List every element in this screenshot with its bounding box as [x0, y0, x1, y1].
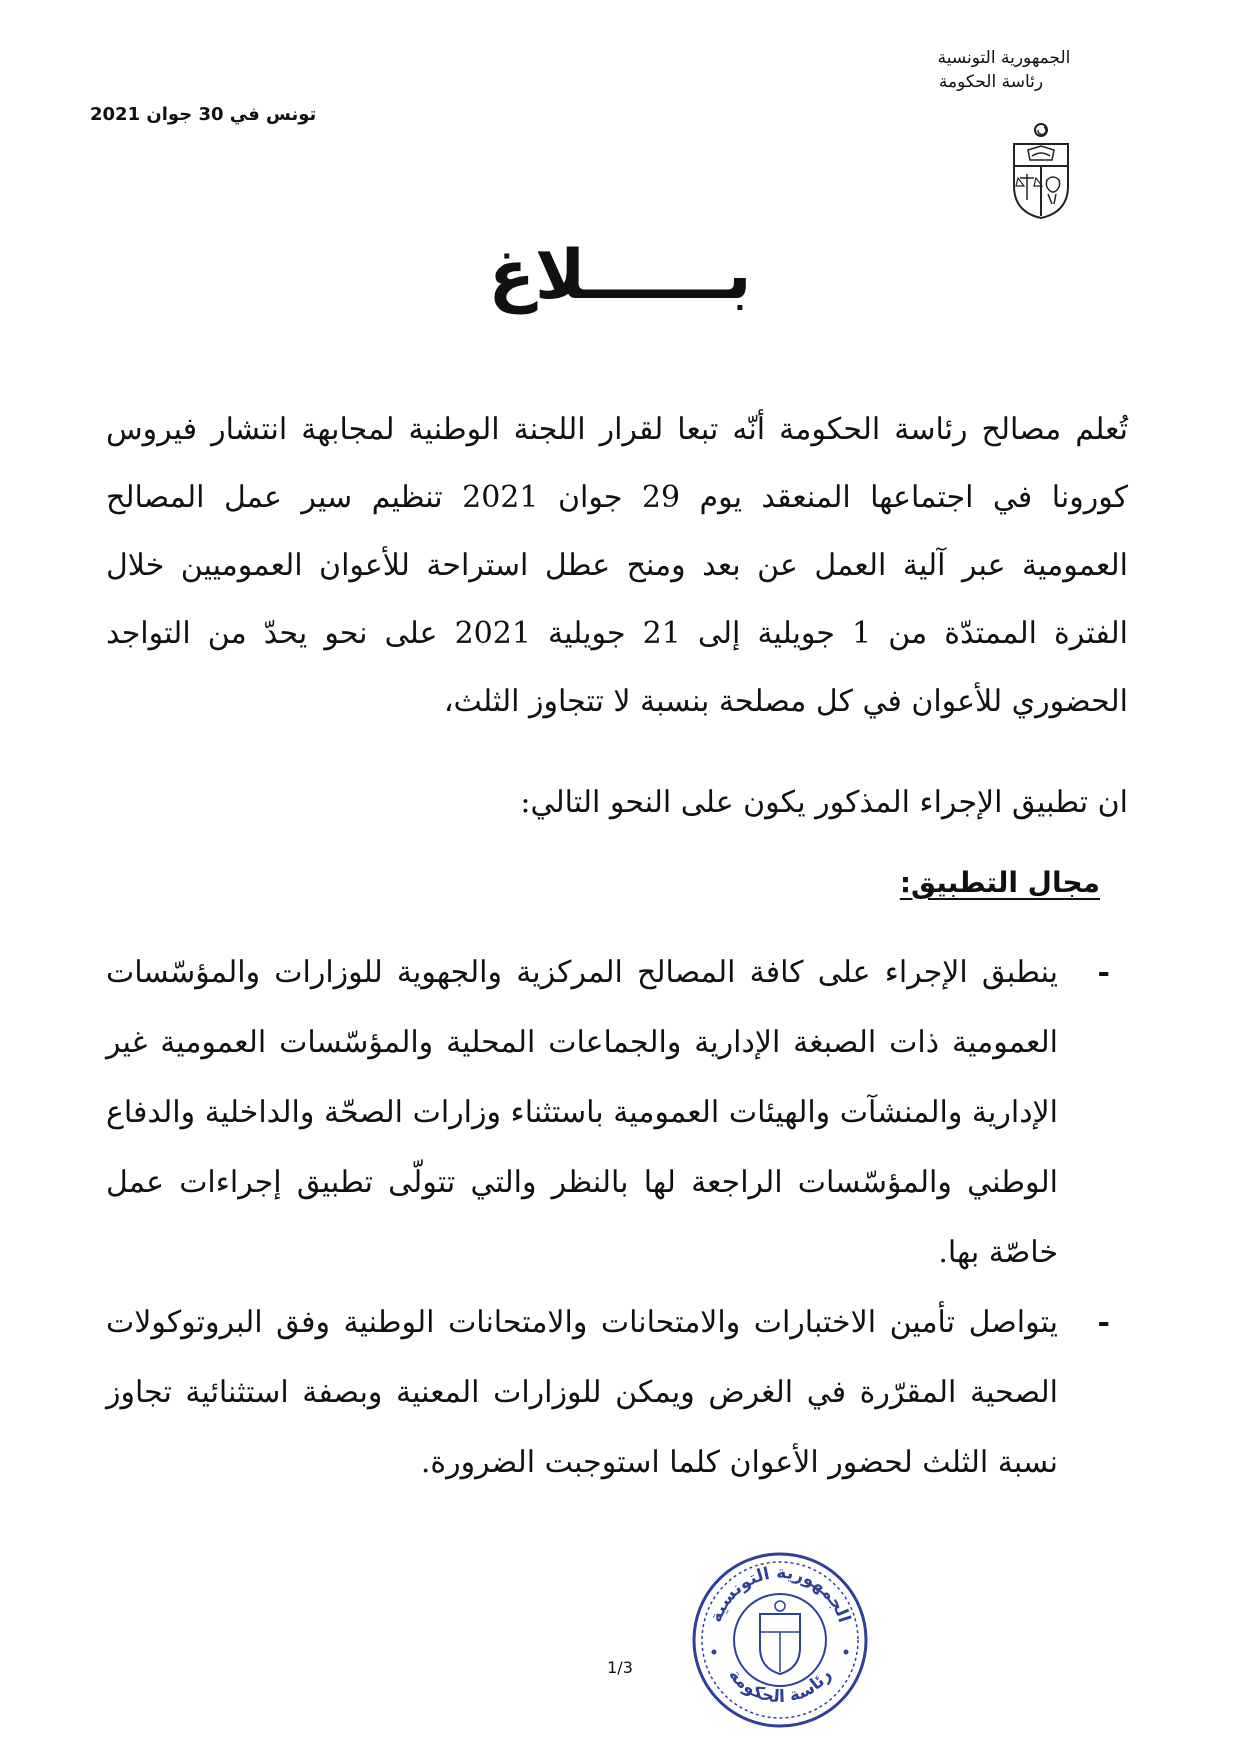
bullet-marker: - [1097, 955, 1110, 990]
section-heading: مجال التطبيق: [899, 866, 1100, 899]
scope-list [106, 938, 1128, 1498]
coat-of-arms-icon [1008, 120, 1074, 220]
list-item [106, 1288, 1128, 1498]
list-item-text: ينطبق الإجراء على كافة المصالح المركزية والجهوية للوزارات والمؤسّسات العمومية ذات الصبغة الإدارية والجماعات المحلية والمؤسّسات العمومية غير الإدارية والمنشآت والهيئات العمومية باستثناء وزارات الصحّة والداخلية والدفاع الوطني والمؤسّسات الراجعة لها بالنظر والتي تتولّى تطبيق إجراءات عمل خاصّة بها. [106, 955, 1058, 1270]
official-stamp-icon [688, 1548, 872, 1732]
page-number: 1/3 [607, 1658, 633, 1677]
republic-name: الجمهورية التونسية [937, 48, 1071, 68]
list-item-text: يتواصل تأمين الاختبارات والامتحانات والامتحانات الوطنية وفق البروتوكولات الصحية المقرّرة في الغرض ويمكن للوزارات المعنية وبصفة استثنائية تجاوز نسبة الثلث لحضور الأعوان كلما استوجبت الضرورة. [106, 1305, 1058, 1480]
stamp-text-bottom: رئاسة الحكومة [724, 1665, 836, 1708]
stamp-text-top: الجمهورية التونسية [705, 1562, 855, 1626]
issuer-header [884, 46, 1124, 94]
intro-sentence: ان تطبيق الإجراء المذكور يكون على النحو التالي: [520, 785, 1128, 820]
presidency-name: رئاسة الحكومة [938, 72, 1044, 92]
list-item [106, 938, 1128, 1288]
main-paragraph: تُعلم مصالح رئاسة الحكومة أنّه تبعا لقرار اللجنة الوطنية لمجابهة انتشار فيروس كورونا في اجتماعها المنعقد يوم 29 جوان 2021 تنظيم سير عمل المصالح العمومية عبر آلية العمل عن بعد ومنح عطل استراحة للأعوان العموميين خلال الفترة الممتدّة من 1 جويلية إلى 21 جويلية 2021 على نحو يحدّ من التواجد الحضوري للأعوان في كل مصلحة بنسبة لا تتجاوز الثلث، [106, 412, 1128, 719]
document-date: تونس في 30 جوان 2021 [90, 104, 317, 125]
document-title: بــــــلاغ [488, 236, 752, 315]
bullet-marker: - [1097, 1305, 1110, 1340]
